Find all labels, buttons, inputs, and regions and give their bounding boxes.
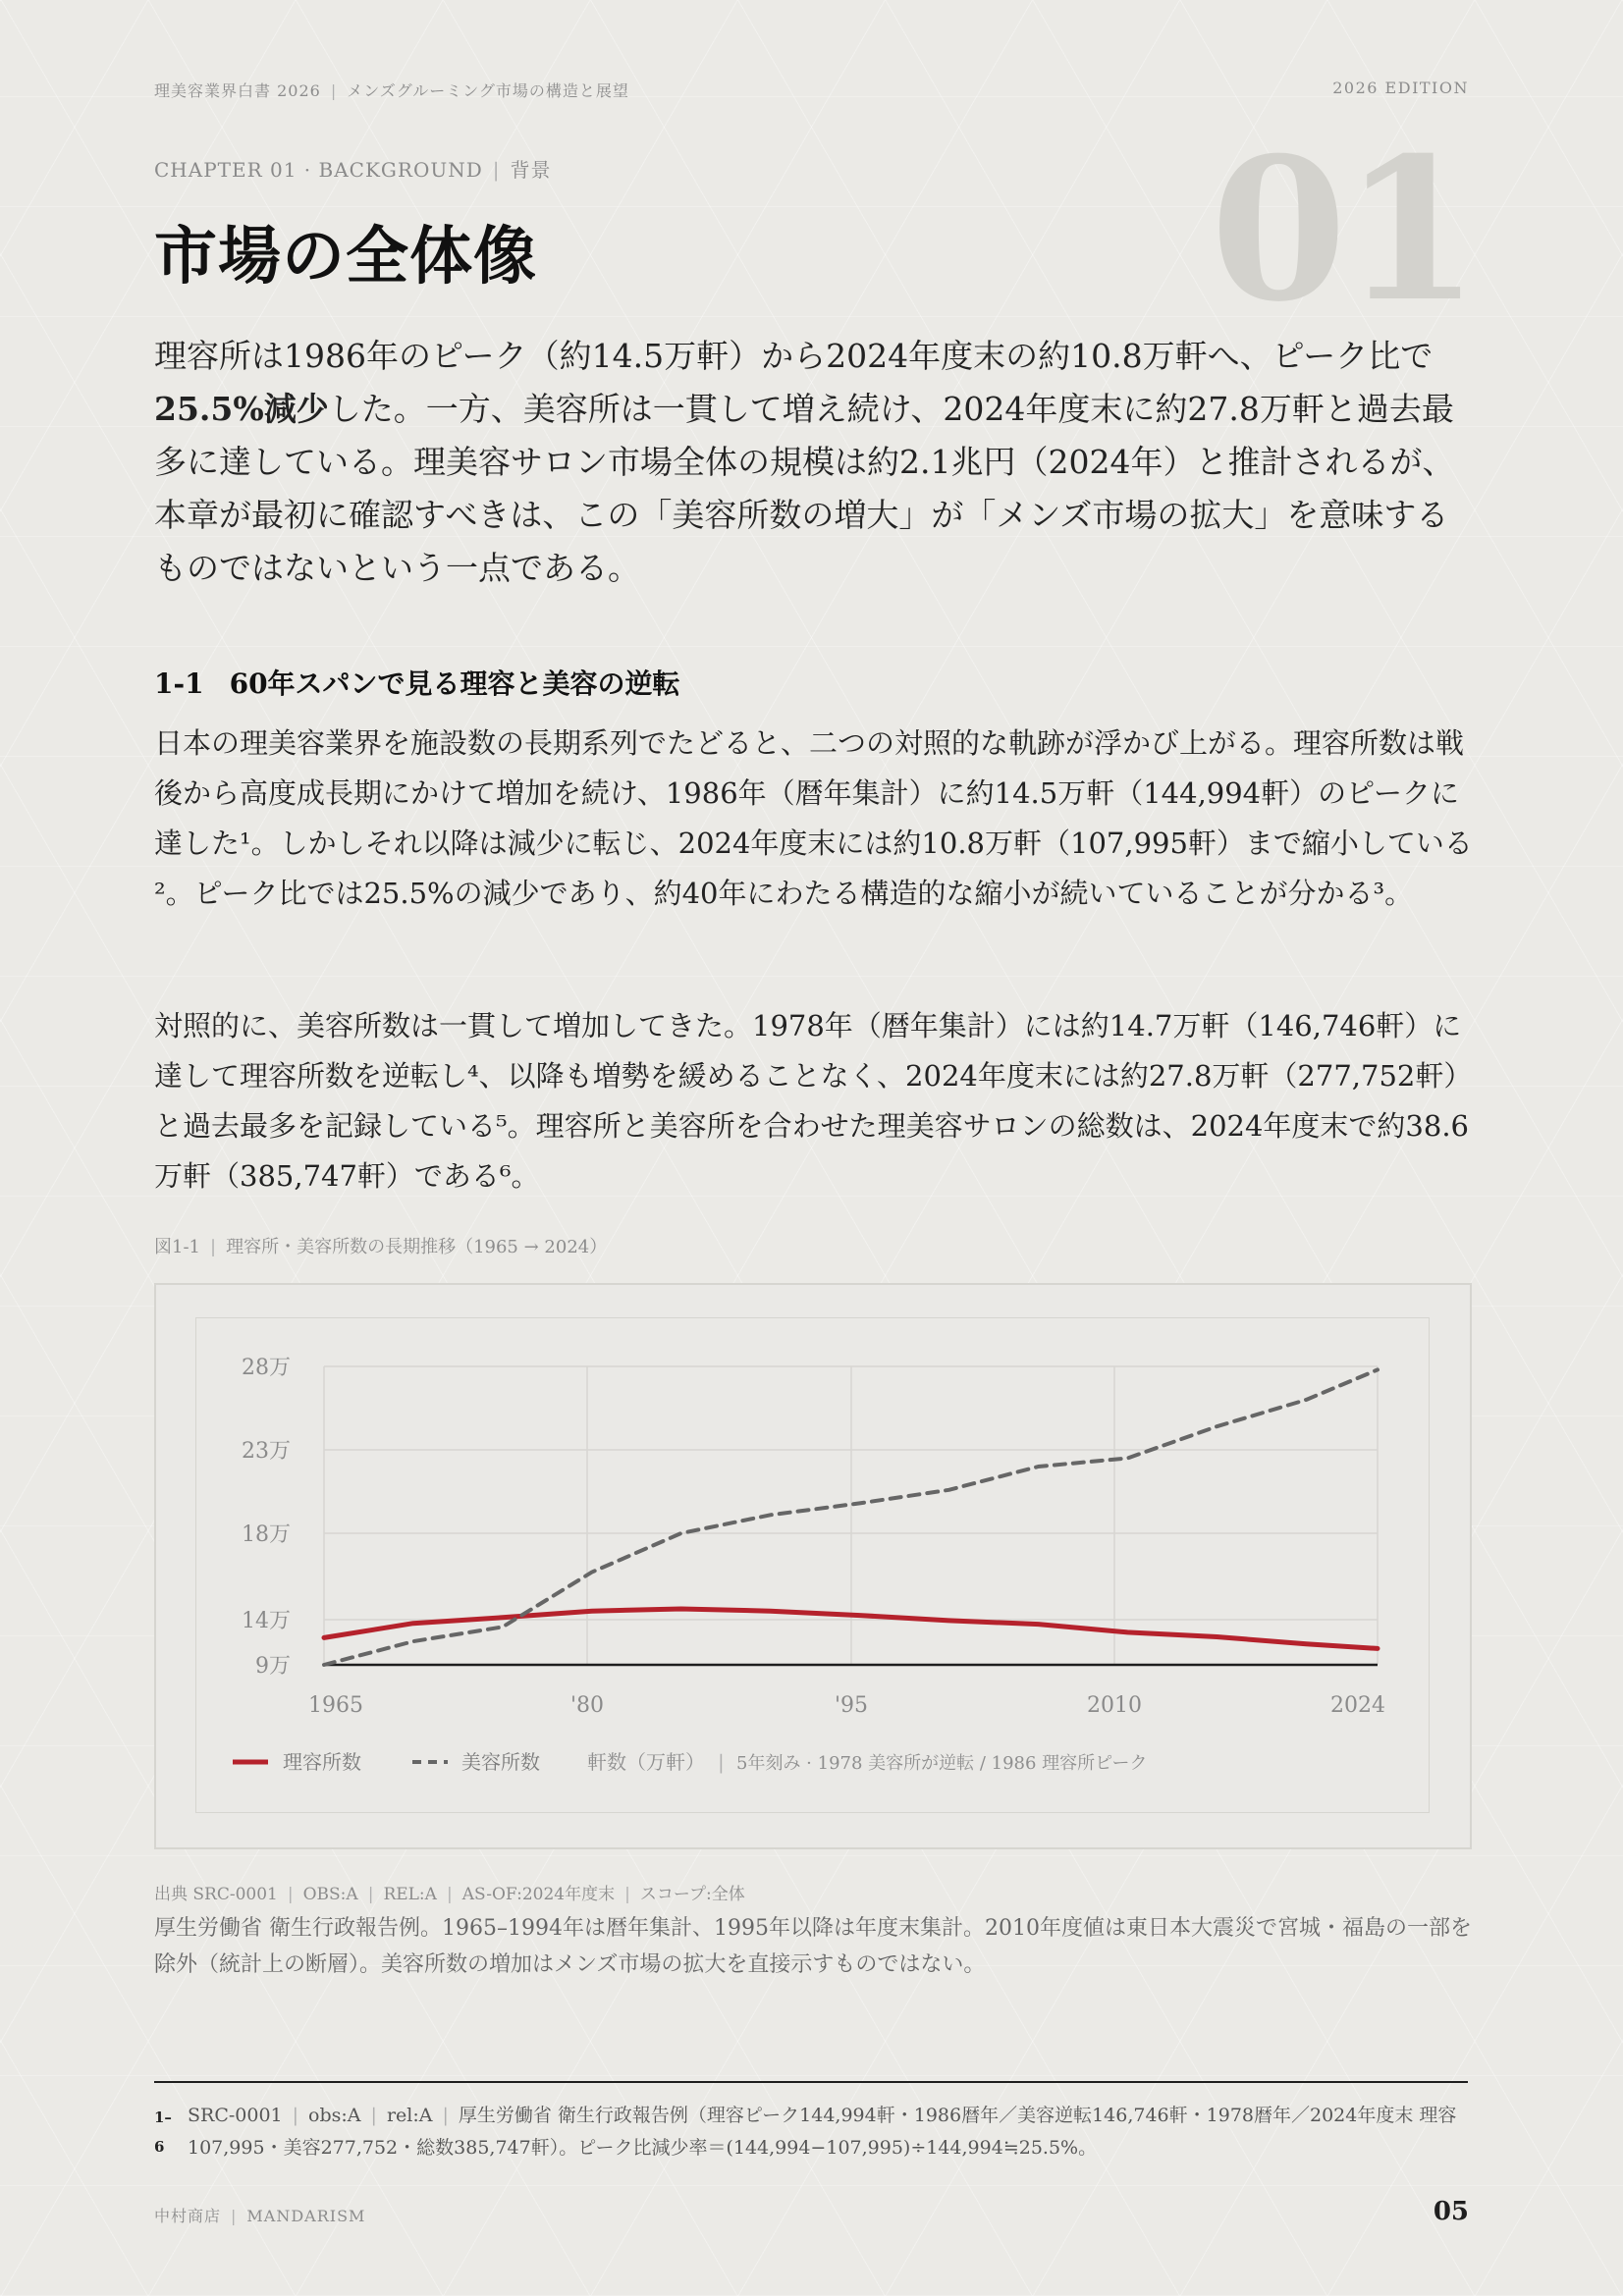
separator: | bbox=[330, 81, 338, 100]
separator: | bbox=[492, 158, 501, 182]
brand-name: MANDARISM bbox=[246, 2207, 366, 2225]
footer-publisher bbox=[154, 2204, 365, 2226]
x-tick-label: '80 bbox=[569, 1693, 605, 1718]
separator: | bbox=[210, 1237, 217, 1257]
legend-extra-note: 5年刻み · 1978 美容所が逆転 / 1986 理容所ピーク bbox=[736, 1753, 1148, 1774]
section-title: 60年スパンで見る理容と美容の逆転 bbox=[229, 667, 680, 700]
page-number: 05 bbox=[1433, 2197, 1469, 2226]
source-meta-item: スコープ:全体 bbox=[639, 1885, 745, 1904]
y-tick-label: 23万 bbox=[242, 1439, 291, 1464]
separator: | bbox=[624, 1885, 630, 1904]
y-tick-label: 14万 bbox=[242, 1609, 291, 1633]
body-paragraph-2: 対照的に、美容所数は一貫して増加してきた。1978年（暦年集計）には約14.7万軒（146,746軒）に達して理容所数を逆転し⁴、以降も増勢を緩めることなく、2024年度末には約27.8万軒（277,752軒）と過去最多を記録している⁵。理容所と美容所を合わせた理美容サロンの総数は、2024年度末で約38.6万軒（385,747軒）である⁶。 bbox=[154, 1009, 1473, 1193]
separator: | bbox=[370, 2105, 377, 2126]
x-tick-label: 2010 bbox=[1087, 1693, 1142, 1718]
separator: | bbox=[446, 1885, 453, 1904]
footnote-marker bbox=[154, 2103, 184, 2162]
body-paragraph-1: 日本の理美容業界を施設数の長期系列でたどると、二つの対照的な軌跡が浮かび上がる。理容所数は戦後から高度成長期にかけて増加を続け、1986年（暦年集計）に約14.5万軒（144,994軒）のピークに達した¹。しかしそれ以降は減少に転じ、2024年度末には約10.8万軒（107,995軒）まで縮小している²。ピーク比では25.5%の減少であり、約40年にわたる構造的な縮小が続いていることが分かる³。 bbox=[154, 726, 1473, 910]
source-meta-item: 出典 SRC-0001 bbox=[154, 1885, 278, 1904]
y-tick-label: 18万 bbox=[242, 1522, 291, 1547]
running-head-subject: メンズグルーミング市場の構造と展望 bbox=[347, 81, 629, 100]
x-tick-label: '95 bbox=[834, 1693, 869, 1718]
separator: | bbox=[367, 1885, 374, 1904]
footnote-marker-end: 6 bbox=[154, 2138, 165, 2156]
chapter-kicker-en: CHAPTER 01 · BACKGROUND bbox=[154, 158, 483, 182]
edition-label: 2026 EDITION bbox=[1332, 79, 1469, 97]
legend-label-barbershops: 理容所数 bbox=[283, 1750, 361, 1774]
legend-unit-note: 軒数（万軒） bbox=[587, 1750, 705, 1774]
x-tick-label: 1965 bbox=[308, 1693, 363, 1718]
y-tick-label: 28万 bbox=[242, 1356, 291, 1380]
legend-label-beauty-salons: 美容所数 bbox=[461, 1750, 540, 1774]
figure-label: 図1-1 bbox=[154, 1237, 200, 1257]
footnote-rule bbox=[154, 2081, 1468, 2083]
chapter-kicker-ja: 背景 bbox=[510, 158, 552, 182]
lead-text-2: した。一方、美容所は一貫して増え続け、2024年度末に約27.8万軒と過去最多に達している。理美容サロン市場全体の規模は約2.1兆円（2024年）と推計されるが、本章が最初に確認すべきは、この「美容所数の増大」が「メンズ市場の拡大」を意味するものではないという一点である。 bbox=[154, 390, 1455, 587]
source-note: 厚生労働省 衛生行政報告例。1965–1994年は暦年集計、1995年以降は年度末集計。2010年度値は東日本大震災で宮城・福島の一部を除外（統計上の断層）。美容所数の増加はメンズ市場の拡大を直接示すものではない。 bbox=[154, 1916, 1472, 1977]
section-number: 1-1 bbox=[154, 667, 204, 700]
lead-emphasis: 25.5%減少 bbox=[154, 390, 329, 428]
source-meta-item: AS-OF:2024年度末 bbox=[461, 1885, 616, 1904]
figure-caption-text: 理容所・美容所数の長期推移（1965 → 2024） bbox=[226, 1237, 608, 1257]
footnote-text bbox=[188, 2100, 1469, 2164]
source-meta bbox=[154, 1880, 745, 1904]
footnote-src: SRC-0001 bbox=[188, 2105, 283, 2126]
lead-text-1: 理容所は1986年のピーク（約14.5万軒）から2024年度末の約10.8万軒へ、ピーク比で bbox=[154, 337, 1434, 375]
separator: | bbox=[442, 2105, 449, 2126]
x-tick-label: 2024 bbox=[1330, 1693, 1385, 1718]
running-head-book: 理美容業界白書 2026 bbox=[154, 81, 321, 100]
source-meta-item: OBS:A bbox=[302, 1885, 358, 1904]
footnote-obs: obs:A bbox=[308, 2105, 361, 2126]
chapter-number: 01 bbox=[1210, 115, 1476, 346]
y-tick-label: 9万 bbox=[255, 1654, 291, 1679]
publisher-name: 中村商店 bbox=[154, 2207, 222, 2225]
footnote-marker-range: 1– bbox=[154, 2109, 172, 2126]
separator: | bbox=[231, 2207, 238, 2225]
page-title: 市場の全体像 bbox=[154, 220, 537, 294]
footnote-rel: rel:A bbox=[386, 2105, 433, 2126]
source-meta-item: REL:A bbox=[383, 1885, 437, 1904]
separator: | bbox=[292, 2105, 299, 2126]
legend-separator: | bbox=[718, 1750, 725, 1774]
footnote-body: 厚生労働省 衛生行政報告例（理容ピーク144,994軒・1986暦年／美容逆転146,746軒・1978暦年／2024年度末 理容107,995・美容277,752・総数385,747軒）。ピーク比減少率＝(144,994−107,995)÷144,994≒25.5%。 bbox=[188, 2105, 1457, 2159]
separator: | bbox=[287, 1885, 294, 1904]
